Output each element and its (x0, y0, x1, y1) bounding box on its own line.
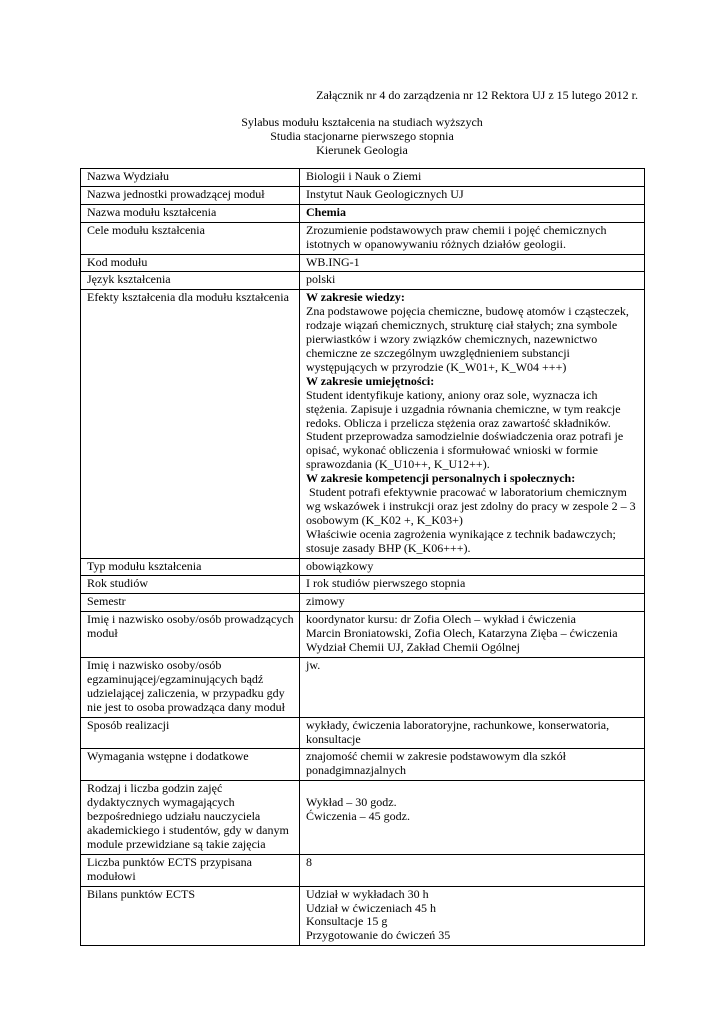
syllabus-title: Sylabus modułu kształcenia na studiach wyższych (241, 115, 483, 129)
ects-balance (300, 886, 645, 946)
row-value: Instytut Nauk Geologicznych UJ (300, 186, 645, 204)
table-row (81, 254, 645, 272)
table-row (81, 290, 645, 558)
row-label: Liczba punktów ECTS przypisana modułowi (81, 854, 300, 886)
row-label: Nazwa Wydziału (81, 169, 300, 187)
row-label: Rodzaj i liczba godzin zajęć dydaktycznych wymagających bezpośredniego udziału nauczyciela akademickiego i studentów, gdy w danym module przewidziane są takie zajęcia (81, 781, 300, 855)
table-row (81, 717, 645, 749)
balance-line: Konsultacje 15 g (306, 914, 388, 929)
row-label: Cele modułu kształcenia (81, 222, 300, 254)
row-label: Sposób realizacji (81, 717, 300, 749)
competences-text: Student potrafi efektywnie pracować w laboratorium chemicznym wg wskazówek i instrukcji oraz jest zdolny do pracy w zespole 2 – 3 osobowym (K_K02 +, K_K03+) (306, 485, 639, 527)
instructors-line: Marcin Broniatowski, Zofia Olech, Katarzyna Zięba – ćwiczenia Wydział Chemii UJ, Zakład Chemii Ogólnej (306, 626, 618, 655)
row-label: Język kształcenia (81, 272, 300, 290)
table-row (81, 781, 645, 855)
coordinator-line: koordynator kursu: dr Zofia Olech – wykład i ćwiczenia (306, 612, 576, 627)
row-value: Biologii i Nauk o Ziemi (300, 169, 645, 187)
teaching-hours (300, 781, 645, 855)
row-value: Zrozumienie podstawowych praw chemii i pojęć chemicznych istotnych w opanowywaniu różnych działów geologii. (300, 222, 645, 254)
table-row (81, 854, 645, 886)
module-code: WB.ING-1 (300, 254, 645, 272)
table-row (81, 576, 645, 594)
table-row (81, 558, 645, 576)
row-label: Imię i nazwisko osoby/osób egzaminującej/egzaminujących bądź udzielającej zaliczenia, w przypadku gdy nie jest to osoba prowadząca dany moduł (81, 658, 300, 718)
table-row (81, 169, 645, 187)
table-row (81, 658, 645, 718)
row-label: Efekty kształcenia dla modułu kształcenia (81, 290, 300, 558)
row-label: Imię i nazwisko osoby/osób prowadzących moduł (81, 612, 300, 658)
table-row (81, 186, 645, 204)
exercise-hours: Ćwiczenia – 45 godz. (306, 809, 410, 824)
balance-line: Udział w ćwiczeniach 45 h (306, 900, 436, 915)
syllabus-table (80, 168, 645, 946)
table-row (81, 204, 645, 222)
row-value: polski (300, 272, 645, 290)
skills-text: Student identyfikuje kationy, aniony oraz sole, wyznacza ich stężenia. Zapisuje i uzgadnia równania chemiczne, w tym reakcje redoks. Oblicza i przelicza stężenia oraz zawartość składników. Student przeprowadza samodzielnie doświadczenia oraz potrafi je opisać, wykonać obliczenia i sformułować wnioski w formie sprawozdania (K_U10++, K_U12++). (306, 387, 624, 472)
row-value: I rok studiów pierwszego stopnia (300, 576, 645, 594)
row-label: Bilans punktów ECTS (81, 886, 300, 946)
row-label: Kod modułu (81, 254, 300, 272)
row-value: wykłady, ćwiczenia laboratoryjne, rachunkowe, konserwatoria, konsultacje (300, 717, 645, 749)
knowledge-text: Zna podstawowe pojęcia chemiczne, budowę atomów i cząsteczek, rodzaje wiązań chemicznych, strukturę ciał stałych; zna symbole pierwiastków i wzory związków chemicznych, nazewnictwo chemiczne ze szczególnym uwzględnieniem substancji występujących w przyrodzie (K_W01+, K_W04 +++) (306, 304, 629, 374)
table-row (81, 594, 645, 612)
instructors (300, 612, 645, 658)
learning-outcomes (300, 290, 645, 558)
competences-heading: W zakresie kompetencji personalnych i społecznych: (306, 471, 576, 486)
row-label: Rok studiów (81, 576, 300, 594)
table-row (81, 886, 645, 946)
table-row (81, 272, 645, 290)
ects-points: 8 (300, 854, 645, 886)
table-row (81, 612, 645, 658)
row-value: znajomość chemii w zakresie podstawowym dla szkół ponadgimnazjalnych (300, 749, 645, 781)
row-value: zimowy (300, 594, 645, 612)
table-row (81, 222, 645, 254)
row-value: jw. (300, 658, 645, 718)
annex-note: Załącznik nr 4 do zarządzenia nr 12 Rektora UJ z 15 lutego 2012 r. (316, 88, 638, 102)
field-of-study: Kierunek Geologia (316, 143, 408, 157)
balance-line: Przygotowanie do ćwiczeń 35 (306, 928, 451, 943)
knowledge-heading: W zakresie wiedzy: (306, 290, 405, 305)
table-row (81, 749, 645, 781)
row-label: Typ modułu kształcenia (81, 558, 300, 576)
competences-text: Właściwie ocenia zagrożenia wynikające z technik badawczych; stosuje zasady BHP (K_K06+++). (306, 526, 616, 555)
row-value: obowiązkowy (300, 558, 645, 576)
row-label: Semestr (81, 594, 300, 612)
row-label: Nazwa modułu kształcenia (81, 204, 300, 222)
syllabus-titles (0, 115, 724, 157)
row-label: Wymagania wstępne i dodatkowe (81, 749, 300, 781)
module-name: Chemia (300, 204, 645, 222)
study-type: Studia stacjonarne pierwszego stopnia (270, 129, 454, 143)
balance-line: Udział w wykładach 30 h (306, 886, 429, 901)
skills-heading: W zakresie umiejętności: (306, 373, 435, 388)
lecture-hours: Wykład – 30 godz. (306, 795, 397, 810)
row-label: Nazwa jednostki prowadzącej moduł (81, 186, 300, 204)
